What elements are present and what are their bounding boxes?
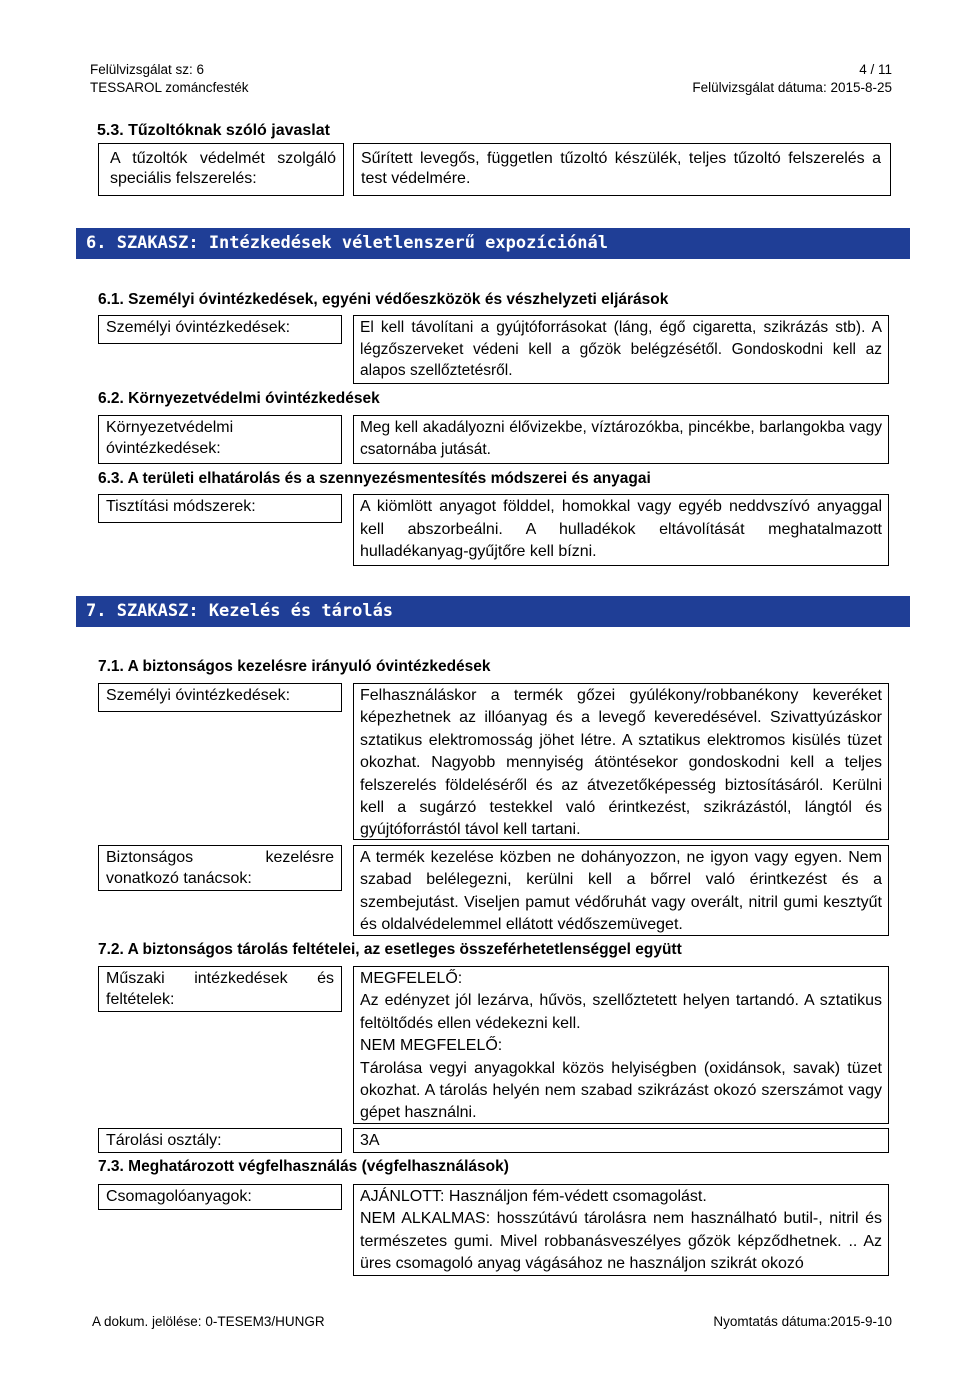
- section-7-banner: 7. SZAKASZ: Kezelés és tárolás: [76, 596, 910, 627]
- section-6-1-title: 6.1. Személyi óvintézkedések, egyéni védőeszközök és vészhelyzeti eljárások: [98, 291, 669, 308]
- section-7-2-title: 7.2. A biztonságos tárolás feltételei, az esetleges összeférhetetlenséggel együtt: [98, 941, 682, 958]
- section-7-3-title: 7.3. Meghatározott végfelhasználás (végfelhasználások): [98, 1158, 509, 1175]
- section-6-1-value: El kell távolítani a gyújtóforrásokat (láng, égő cigaretta, szikrázás stb). A légzőszerveket védeni kell a gőzök belégzésétől. Gondoskodni kell az alapos szellőztetésről.: [353, 315, 889, 384]
- page-footer: [92, 1314, 892, 1329]
- section-7-2-value-2: 3A: [353, 1128, 889, 1153]
- storage-suitable-text: Az edényzet jól lezárva, hűvös, szellőztetett helyen tartandó. A sztatikus feltöltődés ellen védekezni kell.: [360, 992, 882, 1032]
- storage-unsuitable-heading: NEM MEGFELELŐ:: [360, 1037, 503, 1055]
- page-indicator: 4 / 11: [859, 62, 892, 77]
- document-id: A dokum. jelölése: 0-TESEM3/HUNGR: [92, 1314, 325, 1329]
- section-7-1-value-2: A termék kezelése közben ne dohányozzon, ne igyon vagy egyen. Nem szabad belélegezni, kerülni kell a bőrrel való érintkezést és a szembejutást. Viseljen pamut védőruhát vagy overált, nitril gumi kesztyűt és oldalvédelemmel ellátott védőszemüveget.: [353, 845, 889, 936]
- section-5-3-value: Sűrített levegős, független tűzoltó készülék, teljes tűzoltó felszerelés a test védelmére.: [361, 150, 881, 187]
- section-7-1-title: 7.1. A biztonságos kezelésre irányuló óvintézkedések: [98, 658, 491, 675]
- section-7-2-label-1: Műszaki intézkedések és feltételek:: [98, 966, 342, 1012]
- section-7-2-label-2: Tárolási osztály:: [98, 1128, 342, 1153]
- section-7-3-label: Csomagolóanyagok:: [98, 1184, 342, 1210]
- section-7-1-label-2: Biztonságos kezelésre vonatkozó tanácsok:: [98, 845, 342, 891]
- section-6-3-title: 6.3. A területi elhatárolás és a szennyezésmentesítés módszerei és anyagai: [98, 470, 651, 487]
- revision-number: Felülvizsgálat sz: 6: [90, 62, 205, 77]
- section-6-2-value: Meg kell akadályozni élővizekbe, víztározókba, pincékbe, barlangokba vagy csatornába jutását.: [353, 415, 889, 464]
- section-6-2-label: Környezetvédelmi óvintézkedések:: [98, 415, 342, 464]
- section-5-3-label-box: [98, 143, 344, 196]
- section-6-3-label: Tisztítási módszerek:: [98, 494, 342, 523]
- section-5-3-title: 5.3. Tűzoltóknak szóló javaslat: [97, 122, 330, 139]
- section-6-1-label: Személyi óvintézkedések:: [98, 315, 342, 344]
- packaging-recommended: AJÁNLOTT: Használjon fém-védett csomagolást.: [360, 1188, 707, 1205]
- packaging-not-suitable: NEM ALKALMAS: hosszútávú tárolásra nem használható butil-, nitril és természetes gumi. Mivel robbanásveszélyes gőzök képződhetnek. .. Az üres csomagoló anyag vágásához ne használjon szikrát okozó: [360, 1210, 882, 1273]
- storage-unsuitable-text: Tárolása vegyi anyagokkal közös helyiségben (oxidánsok, savak) tüzet okozhat. A tárolás helyén nem szabad szikrázást okozó szerszámot vagy gépet használni.: [360, 1059, 882, 1122]
- section-7-2-value-1: [353, 966, 889, 1124]
- section-6-banner: 6. SZAKASZ: Intézkedések véletlenszerű expozíciónál: [76, 228, 910, 259]
- section-7-1-value-1: Felhasználáskor a termék gőzei gyúlékony/robbanékony keveréket képezhetnek az illóanyag és a levegő keveredésével. Szivattyúzáskor sztatikus elektromosság jöhet létre. A sztatikus elektromos kisülés tüzet okozhat. Nagyobb mennyiség átöntésekor gondoskodni kell a teljes felszerelés földeléséről és az átvezetőképesség biztosításáról. Kerülni kell a sugárzó testekkel való érintkezést, szikrázástól, lángtól és gyújtóforrástól távol kell tartani.: [353, 683, 889, 840]
- print-date: Nyomtatás dátuma:2015-9-10: [713, 1314, 892, 1329]
- page-header-row-1: [90, 61, 892, 78]
- section-5-3-label: A tűzoltók védelmét szolgáló speciális felszerelés:: [110, 150, 336, 187]
- section-6-2-title: 6.2. Környezetvédelmi óvintézkedések: [98, 390, 380, 407]
- section-5-3-value-box: [353, 143, 891, 196]
- section-6-3-value: A kiömlött anyagot földdel, homokkal vagy egyéb neddvszívó anyaggal kell abszorbeálni. A hulladékok eltávolítását meghatalmazott hulladékanyag-gyűjtőre kell bízni.: [353, 494, 889, 566]
- storage-suitable-heading: MEGFELELŐ:: [360, 970, 463, 987]
- section-7-3-value: [353, 1184, 889, 1276]
- page-header-row-2: [90, 79, 892, 96]
- revision-date: Felülvizsgálat dátuma: 2015-8-25: [692, 80, 892, 95]
- product-name: TESSAROL zománcfesték: [90, 80, 249, 95]
- section-7-1-label-1: Személyi óvintézkedések:: [98, 683, 342, 712]
